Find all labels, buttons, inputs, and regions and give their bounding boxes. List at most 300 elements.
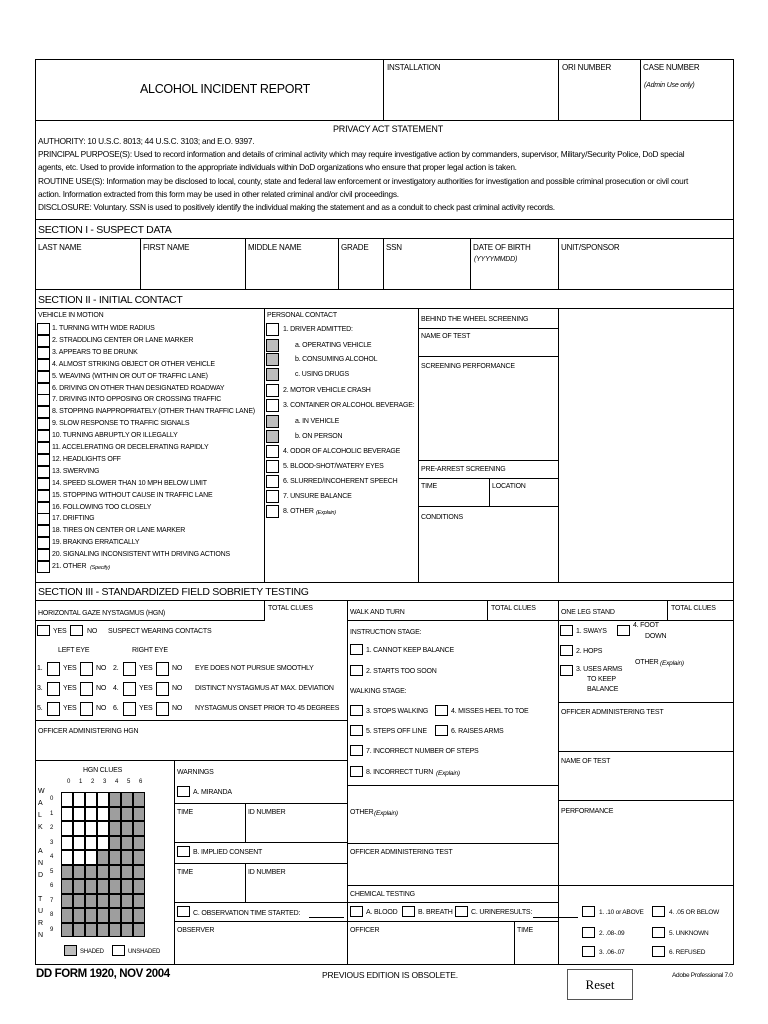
vehicle-item-checkbox[interactable] xyxy=(37,323,50,335)
hgn-grid-cell[interactable] xyxy=(97,894,109,909)
vehicle-item-checkbox[interactable] xyxy=(37,537,50,549)
ols-arms-checkbox[interactable] xyxy=(560,665,573,676)
chem-officer-label[interactable]: OFFICER xyxy=(350,927,380,934)
hgn-grid-cell[interactable] xyxy=(109,807,121,822)
hgn-number: 3. xyxy=(37,685,43,692)
wat-letter: R xyxy=(38,920,43,927)
wat-4-label: 4. MISSES HEEL TO TOE xyxy=(451,708,529,715)
grid-col-label: 5 xyxy=(127,779,131,785)
vehicle-item-checkbox[interactable] xyxy=(37,394,50,406)
hgn-grid-cell[interactable] xyxy=(61,850,73,865)
implied-time-label[interactable]: TIME xyxy=(177,869,193,876)
wat-1-label: 1. CANNOT KEEP BALANCE xyxy=(366,647,454,654)
hgn-grid-cell[interactable] xyxy=(109,879,121,894)
hgn-grid-cell[interactable] xyxy=(85,894,97,909)
vehicle-item-checkbox[interactable] xyxy=(37,549,50,561)
hgn-grid-cell[interactable] xyxy=(73,865,85,880)
vehicle-item-checkbox[interactable] xyxy=(37,371,50,383)
vehicle-item-label: 19. BRAKING ERRATICALLY xyxy=(52,539,140,547)
ori-number-label: ORI NUMBER xyxy=(562,63,612,72)
hgn-no-checkbox[interactable] xyxy=(156,682,169,696)
ols-name-of-test-label[interactable]: NAME OF TEST xyxy=(561,758,611,765)
personal-item-label: a. OPERATING VEHICLE xyxy=(295,342,372,349)
vehicle-item-label: 1. TURNING WITH WIDE RADIUS xyxy=(52,325,155,332)
vehicle-item-checkbox[interactable] xyxy=(37,406,50,418)
hgn-grid-cell[interactable] xyxy=(133,807,145,822)
wat-2-label: 2. STARTS TOO SOON xyxy=(366,668,437,675)
hgn-grid-cell[interactable] xyxy=(121,865,133,880)
hgn-grid-cell[interactable] xyxy=(61,807,73,822)
hgn-no-label: NO xyxy=(96,705,107,712)
hgn-yes-label: YES xyxy=(63,685,77,692)
hgn-no-checkbox[interactable] xyxy=(80,682,93,696)
vehicle-item-label: 7. DRIVING INTO OPPOSING OR CROSSING TRAFFIC xyxy=(52,396,222,404)
hgn-grid-cell[interactable] xyxy=(85,807,97,822)
vehicle-item-label: 9. SLOW RESPONSE TO TRAFFIC SIGNALS xyxy=(52,420,190,428)
hgn-grid-cell[interactable] xyxy=(97,865,109,880)
hgn-grid-cell[interactable] xyxy=(61,865,73,880)
vehicle-item-checkbox[interactable] xyxy=(37,359,50,371)
hgn-grid-cell[interactable] xyxy=(109,836,121,851)
grid-row-label: 1 xyxy=(50,810,54,817)
wat-8-checkbox[interactable] xyxy=(350,766,363,777)
pre-arrest-time-label[interactable]: TIME xyxy=(421,483,437,490)
hgn-grid-cell[interactable] xyxy=(85,836,97,851)
hgn-grid-cell[interactable] xyxy=(121,879,133,894)
hgn-grid-cell[interactable] xyxy=(109,908,121,923)
result-5-checkbox[interactable] xyxy=(652,927,665,938)
screening-performance-label[interactable]: SCREENING PERFORMANCE xyxy=(421,363,515,370)
walking-stage-label: WALKING STAGE: xyxy=(350,688,407,695)
pre-arrest-location-label[interactable]: LOCATION xyxy=(492,483,526,490)
ols-total-clues[interactable]: TOTAL CLUES xyxy=(671,605,716,612)
vehicle-item-checkbox[interactable] xyxy=(37,513,50,525)
wat-letter: N xyxy=(38,932,43,939)
result-6-checkbox[interactable] xyxy=(652,946,665,957)
section-1-title: SECTION I - SUSPECT DATA xyxy=(38,224,172,236)
vehicle-item-label: 2. STRADDLING CENTER OR LANE MARKER xyxy=(52,336,194,344)
vehicle-item-checkbox[interactable] xyxy=(37,466,50,478)
privacy-authority: AUTHORITY: 10 U.S.C. 8013; 44 U.S.C. 3103; and E.O. 9397. xyxy=(38,136,255,146)
hgn-clues-label: HGN CLUES xyxy=(83,767,123,774)
section-2-title: SECTION II - INITIAL CONTACT xyxy=(38,294,183,306)
result-6-label: 6. REFUSED xyxy=(669,949,706,956)
urine-label: C. URINE xyxy=(471,909,501,916)
vehicle-item-checkbox[interactable] xyxy=(37,335,50,347)
grade-field[interactable]: GRADE xyxy=(341,243,369,252)
hgn-grid-cell[interactable] xyxy=(133,836,145,851)
wat-letter: K xyxy=(38,824,43,831)
ols-officer-label[interactable]: OFFICER ADMINISTERING TEST xyxy=(561,709,664,716)
hgn-no-label: NO xyxy=(172,685,183,692)
dob-field[interactable]: DATE OF BIRTH xyxy=(473,243,531,252)
hgn-no-label: NO xyxy=(172,705,183,712)
hgn-grid-cell[interactable] xyxy=(85,792,97,807)
hgn-grid-cell[interactable] xyxy=(73,821,85,836)
wat-letter: D xyxy=(38,872,43,879)
grid-row-label: 5 xyxy=(50,868,54,875)
hgn-grid-cell[interactable] xyxy=(61,923,73,938)
wat-4-checkbox[interactable] xyxy=(435,705,448,716)
ols-arms-label-3: BALANCE xyxy=(587,686,619,693)
hgn-grid-cell[interactable] xyxy=(121,850,133,865)
hgn-grid-cell[interactable] xyxy=(61,836,73,851)
wat-3-label: 3. STOPS WALKING xyxy=(366,708,429,715)
hgn-grid-cell[interactable] xyxy=(85,821,97,836)
vehicle-item-label: 6. DRIVING ON OTHER THAN DESIGNATED ROADWAY xyxy=(52,384,225,392)
pre-arrest-screening-title: PRE-ARREST SCREENING xyxy=(421,466,506,473)
admin-use-hint: (Admin Use only) xyxy=(644,82,695,89)
hgn-grid-cell[interactable] xyxy=(97,792,109,807)
hgn-grid-cell[interactable] xyxy=(61,792,73,807)
personal-item-checkbox[interactable] xyxy=(266,505,279,518)
hgn-grid-cell[interactable] xyxy=(85,923,97,938)
hgn-title: HORIZONTAL GAZE NYSTAGMUS (HGN) xyxy=(38,610,166,617)
wat-7-label: 7. INCORRECT NUMBER OF STEPS xyxy=(366,748,479,755)
vehicle-item-label: 11. ACCELERATING OR DECELERATING RAPIDLY xyxy=(52,444,209,451)
hgn-grid-cell[interactable] xyxy=(133,850,145,865)
vehicle-item-checkbox[interactable] xyxy=(37,561,50,573)
personal-item-label: 3. CONTAINER OR ALCOHOL BEVERAGE: xyxy=(283,402,415,409)
warnings-title: WARNINGS xyxy=(177,769,214,776)
walk-and-turn-title: WALK AND TURN xyxy=(350,609,405,616)
personal-item-checkbox[interactable] xyxy=(266,339,279,352)
vehicle-item-checkbox[interactable] xyxy=(37,418,50,430)
grid-row-label: 7 xyxy=(50,897,54,904)
result-4-checkbox[interactable] xyxy=(652,906,665,917)
wat-7-checkbox[interactable] xyxy=(350,745,363,756)
hgn-no-label: NO xyxy=(96,665,107,672)
form-number: DD FORM 1920, NOV 2004 xyxy=(36,968,170,980)
hgn-number: 1. xyxy=(37,665,43,672)
personal-item-checkbox[interactable] xyxy=(266,445,279,458)
vehicle-item-label: 21. OTHER xyxy=(52,563,87,570)
reset-button[interactable]: Reset xyxy=(567,969,633,1000)
personal-item-checkbox[interactable] xyxy=(266,323,279,336)
personal-item-checkbox[interactable] xyxy=(266,368,279,381)
personal-item-label: 8. OTHER xyxy=(283,508,314,515)
personal-item-checkbox[interactable] xyxy=(266,475,279,488)
vehicle-item-label: 10. TURNING ABRUPTLY OR ILLEGALLY xyxy=(52,432,178,440)
dob-hint: (YYYYMMDD) xyxy=(474,256,518,263)
hgn-grid-cell[interactable] xyxy=(133,792,145,807)
right-eye-label: RIGHT EYE xyxy=(132,647,168,654)
hgn-grid-cell[interactable] xyxy=(73,879,85,894)
hgn-grid-cell[interactable] xyxy=(109,923,121,938)
blood-checkbox[interactable] xyxy=(350,906,363,917)
hgn-grid-cell[interactable] xyxy=(85,850,97,865)
hgn-no-checkbox[interactable] xyxy=(80,662,93,676)
vehicle-item-label: 12. HEADLIGHTS OFF xyxy=(52,455,121,463)
ols-down-label: DOWN xyxy=(645,633,667,640)
contacts-yes-checkbox[interactable] xyxy=(37,625,50,636)
unshaded-legend-box xyxy=(112,945,125,956)
ols-other-label[interactable]: OTHER xyxy=(635,659,659,666)
hgn-grid-cell[interactable] xyxy=(73,923,85,938)
hgn-grid-cell[interactable] xyxy=(73,836,85,851)
hgn-grid-cell[interactable] xyxy=(85,879,97,894)
hgn-no-label: NO xyxy=(96,685,107,692)
wat-1-checkbox[interactable] xyxy=(350,644,363,655)
hgn-grid-cell[interactable] xyxy=(133,865,145,880)
conditions-label[interactable]: CONDITIONS xyxy=(421,514,463,521)
vehicle-item-checkbox[interactable] xyxy=(37,490,50,502)
unshaded-legend-label: UNSHADED xyxy=(128,949,161,955)
ols-hops-label: 2. HOPS xyxy=(576,648,603,655)
hgn-grid-cell[interactable] xyxy=(121,821,133,836)
hgn-grid-cell[interactable] xyxy=(97,908,109,923)
breath-checkbox[interactable] xyxy=(402,906,415,917)
hgn-number: 2. xyxy=(113,665,119,672)
hgn-grid-cell[interactable] xyxy=(109,821,121,836)
implied-id-label[interactable]: ID NUMBER xyxy=(248,869,286,876)
hgn-grid-cell[interactable] xyxy=(97,836,109,851)
vehicle-item-label: 8. STOPPING INAPPROPRIATELY (OTHER THAN TRAFFIC LANE) xyxy=(52,408,255,416)
urine-checkbox[interactable] xyxy=(455,906,468,917)
ols-hops-checkbox[interactable] xyxy=(560,645,573,656)
hgn-grid-cell[interactable] xyxy=(133,923,145,938)
privacy-disclosure: DISCLOSURE: Voluntary. SSN is used to positively identify the individual making the statement and as a conduit to check past criminal activity records. xyxy=(38,202,555,212)
personal-item-label: c. USING DRUGS xyxy=(295,371,349,378)
wat-total-clues[interactable]: TOTAL CLUES xyxy=(491,605,536,612)
wat-6-checkbox[interactable] xyxy=(435,725,448,736)
wat-2-checkbox[interactable] xyxy=(350,665,363,676)
privacy-routine-2: action. Information extracted from this form may be used in other related criminal and/or civil proceedings. xyxy=(38,189,399,199)
wat-8-explain: (Explain) xyxy=(436,770,460,777)
personal-item-checkbox[interactable] xyxy=(266,430,279,443)
ols-arms-label-2: TO KEEP xyxy=(587,676,616,683)
hgn-grid-cell[interactable] xyxy=(109,865,121,880)
personal-item-checkbox[interactable] xyxy=(266,415,279,428)
shaded-legend-label: SHADED xyxy=(80,949,104,955)
ols-sways-checkbox[interactable] xyxy=(560,625,573,636)
hgn-yes-checkbox[interactable] xyxy=(123,662,136,676)
ols-other-explain: (Explain) xyxy=(660,660,684,667)
vehicle-in-motion-title: VEHICLE IN MOTION xyxy=(38,312,104,319)
hgn-grid-cell[interactable] xyxy=(121,792,133,807)
vehicle-item-checkbox[interactable] xyxy=(37,442,50,454)
ols-performance-label[interactable]: PERFORMANCE xyxy=(561,808,614,815)
grid-row-label: 3 xyxy=(50,839,54,846)
vehicle-item-checkbox[interactable] xyxy=(37,502,50,514)
wat-letter: A xyxy=(38,848,43,855)
contacts-no-checkbox[interactable] xyxy=(70,625,83,636)
hgn-grid-cell[interactable] xyxy=(61,894,73,909)
hgn-grid-cell[interactable] xyxy=(133,894,145,909)
hgn-grid-cell[interactable] xyxy=(121,908,133,923)
btw-screening-title: BEHIND THE WHEEL SCREENING xyxy=(421,316,529,323)
observation-checkbox[interactable] xyxy=(177,906,190,917)
personal-item-label: 5. BLOOD-SHOT/WATERY EYES xyxy=(283,463,384,470)
result-1-checkbox[interactable] xyxy=(582,906,595,917)
hgn-grid-cell[interactable] xyxy=(73,894,85,909)
wat-8-label: 8. INCORRECT TURN xyxy=(366,769,434,776)
hgn-grid-cell[interactable] xyxy=(121,923,133,938)
hgn-grid-cell[interactable] xyxy=(121,807,133,822)
hgn-yes-label: YES xyxy=(139,665,153,672)
personal-item-checkbox[interactable] xyxy=(266,460,279,473)
hgn-grid-cell[interactable] xyxy=(121,836,133,851)
personal-item-checkbox[interactable] xyxy=(266,399,279,412)
installation-label: INSTALLATION xyxy=(387,63,441,72)
vehicle-item-label: 17. DRIFTING xyxy=(52,515,95,523)
hgn-item-label: EYE DOES NOT PURSUE SMOOTHLY xyxy=(195,665,314,672)
hgn-grid-cell[interactable] xyxy=(97,821,109,836)
hgn-grid-cell[interactable] xyxy=(109,792,121,807)
hgn-number: 6. xyxy=(113,705,119,712)
ssn-field[interactable]: SSN xyxy=(386,243,402,252)
wat-3-checkbox[interactable] xyxy=(350,705,363,716)
vehicle-item-label: 20. SIGNALING INCONSISTENT WITH DRIVING ACTIONS xyxy=(52,551,230,559)
vehicle-item-label: 13. SWERVING xyxy=(52,467,100,475)
personal-item-checkbox[interactable] xyxy=(266,490,279,503)
hgn-grid-cell[interactable] xyxy=(73,807,85,822)
result-3-label: 3. .06-.07 xyxy=(599,949,625,956)
personal-item-label: a. IN VEHICLE xyxy=(295,418,340,425)
wat-other-label[interactable]: OTHER xyxy=(350,809,374,816)
previous-edition-note: PREVIOUS EDITION IS OBSOLETE. xyxy=(322,970,458,980)
vehicle-item-checkbox[interactable] xyxy=(37,347,50,359)
privacy-routine: ROUTINE USE(S): Information may be disclosed to local, county, state and federal law enforcement or investigatory authorities for investigation and possible criminal prosecution or civil court xyxy=(38,176,689,186)
hgn-grid-cell[interactable] xyxy=(73,792,85,807)
hgn-number: 4. xyxy=(113,685,119,692)
name-of-test-label[interactable]: NAME OF TEST xyxy=(421,333,471,340)
wat-other-explain: (Explain) xyxy=(374,810,398,817)
privacy-purpose-2: agents, etc. Used to provide information to the appropriate individuals within DoD organizations who ensure that proper legal action is taken. xyxy=(38,162,517,172)
shaded-legend-box xyxy=(64,945,77,956)
privacy-purpose: PRINCIPAL PURPOSE(S): Used to record information and details of criminal activity which may require investigative action by commanders, supervisor, Military/Security Police, DoD special xyxy=(38,149,685,159)
miranda-time-label[interactable]: TIME xyxy=(177,809,193,816)
personal-item-label: b. ON PERSON xyxy=(295,433,343,440)
contacts-yes-label: YES xyxy=(53,628,67,635)
implied-consent-checkbox[interactable] xyxy=(177,846,190,857)
instruction-stage-label: INSTRUCTION STAGE: xyxy=(350,629,422,636)
vehicle-item-checkbox[interactable] xyxy=(37,454,50,466)
hgn-grid-cell[interactable] xyxy=(61,879,73,894)
contacts-label: SUSPECT WEARING CONTACTS xyxy=(108,628,212,635)
vehicle-item-checkbox[interactable] xyxy=(37,430,50,442)
personal-other-explain: (Explain) xyxy=(316,510,336,516)
ols-foot-down-checkbox[interactable] xyxy=(617,625,630,636)
personal-item-checkbox[interactable] xyxy=(266,353,279,366)
ols-arms-label: 3. USES ARMS xyxy=(576,666,623,673)
grid-col-label: 6 xyxy=(139,779,143,785)
personal-item-checkbox[interactable] xyxy=(266,384,279,397)
result-2-checkbox[interactable] xyxy=(582,927,595,938)
adobe-version: Adobe Professional 7.0 xyxy=(672,972,733,979)
wat-officer-label[interactable]: OFFICER ADMINISTERING TEST xyxy=(350,849,453,856)
hgn-yes-label: YES xyxy=(63,705,77,712)
hgn-grid-cell[interactable] xyxy=(61,908,73,923)
officer-hgn-label[interactable]: OFFICER ADMINISTERING HGN xyxy=(38,728,139,735)
hgn-yes-checkbox[interactable] xyxy=(47,682,60,696)
chem-time-label[interactable]: TIME xyxy=(517,927,533,934)
grid-row-label: 9 xyxy=(50,926,54,933)
hgn-grid-cell[interactable] xyxy=(61,821,73,836)
hgn-grid-cell[interactable] xyxy=(85,865,97,880)
hgn-grid-cell[interactable] xyxy=(133,821,145,836)
grid-row-label: 2 xyxy=(50,825,54,831)
miranda-id-label[interactable]: ID NUMBER xyxy=(248,809,286,816)
wat-letter: N xyxy=(38,860,43,867)
hgn-grid-cell[interactable] xyxy=(133,908,145,923)
ols-sways-label: 1. SWAYS xyxy=(576,628,607,635)
hgn-grid-cell[interactable] xyxy=(85,908,97,923)
unit-sponsor-field[interactable]: UNIT/SPONSOR xyxy=(561,243,620,252)
hgn-no-checkbox[interactable] xyxy=(156,702,169,716)
personal-contact-title: PERSONAL CONTACT xyxy=(267,312,337,319)
result-1-label: 1. .10 or ABOVE xyxy=(599,909,644,916)
hgn-yes-checkbox[interactable] xyxy=(47,662,60,676)
hgn-grid-cell[interactable] xyxy=(73,850,85,865)
hgn-grid-cell[interactable] xyxy=(133,879,145,894)
hgn-yes-checkbox[interactable] xyxy=(123,702,136,716)
vehicle-item-label: 16. FOLLOWING TOO CLOSELY xyxy=(52,503,152,511)
observer-label[interactable]: OBSERVER xyxy=(177,927,215,934)
hgn-grid-cell[interactable] xyxy=(97,807,109,822)
wat-letter: A xyxy=(38,800,43,807)
hgn-no-checkbox[interactable] xyxy=(80,702,93,716)
middle-name-field[interactable]: MIDDLE NAME xyxy=(248,243,302,252)
grid-row-label: 6 xyxy=(50,883,54,889)
hgn-total-clues[interactable]: TOTAL CLUES xyxy=(268,605,313,612)
privacy-title: PRIVACY ACT STATEMENT xyxy=(333,124,443,134)
vehicle-item-checkbox[interactable] xyxy=(37,383,50,395)
section-3-title: SECTION III - STANDARDIZED FIELD SOBRIETY TESTING xyxy=(38,586,309,598)
grid-col-label: 4 xyxy=(115,779,119,785)
personal-item-label: 2. MOTOR VEHICLE CRASH xyxy=(283,387,371,394)
hgn-no-checkbox[interactable] xyxy=(156,662,169,676)
results-label: RESULTS: xyxy=(500,909,533,916)
first-name-field[interactable]: FIRST NAME xyxy=(143,243,190,252)
hgn-grid-cell[interactable] xyxy=(73,908,85,923)
implied-consent-label: B. IMPLIED CONSENT xyxy=(193,849,263,856)
miranda-checkbox[interactable] xyxy=(177,786,190,797)
hgn-yes-label: YES xyxy=(63,665,77,672)
vehicle-item-label: 3. APPEARS TO BE DRUNK xyxy=(52,348,138,356)
result-2-label: 2. .08-.09 xyxy=(599,930,625,937)
result-3-checkbox[interactable] xyxy=(582,946,595,957)
wat-5-checkbox[interactable] xyxy=(350,725,363,736)
hgn-grid-cell[interactable] xyxy=(97,850,109,865)
hgn-grid-cell[interactable] xyxy=(109,894,121,909)
grid-col-label: 0 xyxy=(67,779,71,785)
result-5-label: 5. UNKNOWN xyxy=(669,930,709,937)
hgn-number: 5. xyxy=(37,705,43,712)
hgn-yes-label: YES xyxy=(139,685,153,692)
last-name-field[interactable]: LAST NAME xyxy=(38,243,82,252)
personal-item-label: 4. ODOR OF ALCOHOLIC BEVERAGE xyxy=(283,448,401,455)
hgn-grid-cell[interactable] xyxy=(121,894,133,909)
wat-letter: T xyxy=(38,896,43,903)
personal-item-label: 6. SLURRED/INCOHERENT SPEECH xyxy=(283,478,398,485)
hgn-yes-checkbox[interactable] xyxy=(123,682,136,696)
hgn-item-label: NYSTAGMUS ONSET PRIOR TO 45 DEGREES xyxy=(195,705,340,712)
hgn-grid-cell[interactable] xyxy=(97,923,109,938)
vehicle-item-checkbox[interactable] xyxy=(37,525,50,537)
hgn-grid-cell[interactable] xyxy=(97,879,109,894)
left-eye-label: LEFT EYE xyxy=(58,647,90,654)
miranda-label: A. MIRANDA xyxy=(193,789,232,796)
observation-label: C. OBSERVATION TIME STARTED: xyxy=(193,910,301,917)
vehicle-item-checkbox[interactable] xyxy=(37,478,50,490)
contacts-no-label: NO xyxy=(87,628,98,635)
hgn-yes-checkbox[interactable] xyxy=(47,702,60,716)
hgn-grid-cell[interactable] xyxy=(109,850,121,865)
vehicle-item-label: 18. TIRES ON CENTER OR LANE MARKER xyxy=(52,527,186,535)
vehicle-item-label: 4. ALMOST STRIKING OBJECT OR OTHER VEHICLE xyxy=(52,360,215,368)
hgn-yes-label: YES xyxy=(139,705,153,712)
